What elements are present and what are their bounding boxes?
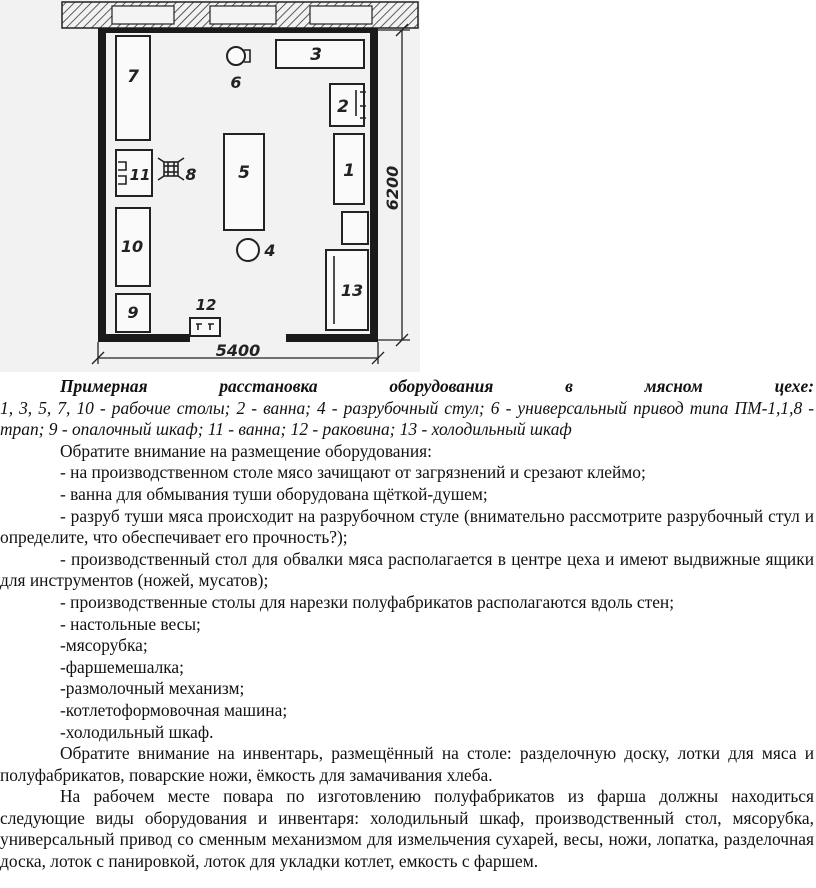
chopping-block-4 — [237, 239, 259, 261]
caption-legend: 1, 3, 5, 7, 10 - рабочие столы; 2 - ванна; 4 - разрубочный стул; 6 - универсальный привод типа ПМ-1,1,8 - трап; 9 - опалочный шкаф; 11 - ванна; 12 - раковина; 13 - холодильный шкаф — [0, 397, 814, 440]
label-13: 13 — [340, 281, 364, 300]
list-item: - ванна для обмывания туши оборудована щёткой-душем; — [60, 483, 488, 504]
label-12: 12 — [195, 296, 217, 314]
caption-title: Примерная расстановка оборудования в мясном цехе: — [60, 376, 814, 396]
list-item: -фаршемешалка; — [60, 656, 184, 677]
list-item: -холодильный шкаф. — [60, 721, 214, 742]
list-item: - разруб туши мяса происходит на разрубочном стуле (внимательно рассмотрите разрубочный стул и определите, что обеспечивает его прочность?); — [0, 505, 814, 548]
document-body — [0, 376, 814, 873]
window — [112, 6, 174, 24]
list-item: -размолочный механизм; — [60, 678, 245, 699]
equipment-box — [342, 212, 368, 244]
label-11: 11 — [129, 166, 151, 184]
window — [210, 6, 276, 24]
top-wall — [62, 2, 418, 28]
height-dimension: 6200 — [383, 165, 402, 211]
label-4: 4 — [264, 241, 276, 260]
list-item: - на производственном столе мясо зачищают от загрязнений и срезают клеймо; — [60, 462, 646, 483]
width-dimension: 5400 — [215, 341, 261, 360]
list-item: -мясорубка; — [60, 635, 148, 656]
list-item: - производственный стол для обвалки мяса располагается в центре цеха и имеют выдвижные ящики для инструментов (ножей, мусатов); — [0, 548, 814, 591]
list-item: - настольные весы; — [60, 613, 201, 634]
workplace-paragraph: На рабочем месте повара по изготовлению полуфабрикатов из фарша должны находиться следующие виды оборудования и инвентаря: холодильный шкаф, производственный стол, мясорубка, универсальный привод со сменным механизмом для измельчения сухарей, весы, ножи, лопатка, разделочная доска, лоток с панировкой, лоток для укладки котлет, емкость с фаршем. — [0, 786, 814, 872]
list-item: -котлетоформовочная машина; — [60, 699, 288, 720]
label-8: 8 — [185, 165, 197, 184]
sink-12 — [190, 318, 220, 336]
inventory-paragraph: Обратите внимание на инвентарь, размещённый на столе: разделочную доску, лотки для мяса и полуфабрикатов, поварские ножи, ёмкость для замачивания хлеба. — [0, 743, 814, 785]
list-item: - производственные столы для нарезки полуфабрикатов располагаются вдоль стен; — [60, 591, 675, 612]
label-10: 10 — [120, 237, 144, 256]
label-6: 6 — [230, 73, 242, 92]
intro-line: Обратите внимание на размещение оборудования: — [60, 440, 432, 461]
label-3: 3 — [310, 45, 322, 65]
figure-caption — [0, 376, 814, 441]
drive-6 — [227, 47, 245, 65]
label-2: 2 — [337, 97, 349, 117]
work-table-7 — [116, 36, 150, 140]
label-9: 9 — [127, 303, 139, 322]
label-1: 1 — [343, 161, 355, 181]
label-7: 7 — [127, 67, 139, 87]
label-5: 5 — [238, 163, 250, 183]
window — [310, 6, 372, 24]
floor-plan-diagram — [0, 0, 816, 372]
